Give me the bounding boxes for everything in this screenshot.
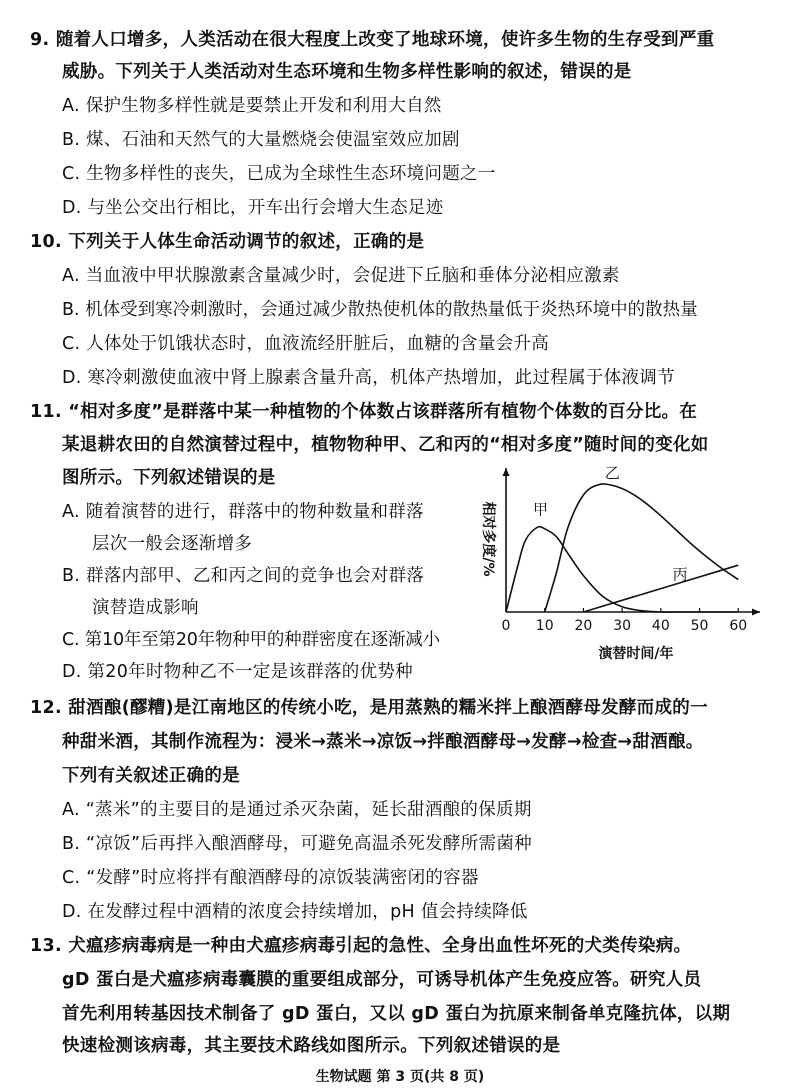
q9-option-b: B. 煤、石油和天然气的大量燃烧会使温室效应加剧: [62, 130, 460, 150]
q11-option-c: C. 第10年至第20年物种甲的种群密度在逐渐减小: [62, 630, 440, 650]
q11-stem-line-2: 某退耕农田的自然演替过程中，植物物种甲、乙和丙的“相对多度”随时间的变化如: [62, 435, 709, 455]
series-label-2: 乙: [604, 464, 620, 482]
series-line-1: [506, 527, 738, 612]
q9-option-c: C. 生物多样性的丧失，已成为全球性生态环境问题之一: [62, 164, 496, 184]
series-label-3: 丙: [672, 565, 688, 584]
series-line-3: [583, 565, 738, 612]
q10-option-a: A. 当血液中甲状腺激素含量减少时，会促进下丘脑和垂体分泌相应激素: [62, 266, 620, 286]
x-tick-label: 40: [651, 618, 670, 634]
q12-option-c: C. “发酵”时应将拌有酿酒酵母的凉饭装满密闭的容器: [62, 868, 479, 888]
q11-option-a-line-1: A. 随着演替的进行，群落中的物种数量和群落: [62, 502, 424, 522]
q13-stem-line-1: 13. 犬瘟疹病毒病是一种由犬瘟疹病毒引起的急性、全身出血性坏死的犬类传染病。: [30, 936, 692, 956]
q10-option-d: D. 寒冷刺激使血液中肾上腺素含量升高，机体产热增加，此过程属于体液调节: [62, 368, 675, 388]
q12-option-b: B. “凉饭”后再拌入酿酒酵母，可避免高温杀死发酵所需菌种: [62, 834, 532, 854]
x-tick-label: 0: [501, 618, 511, 634]
q9-option-a: A. 保护生物多样性就是要禁止开发和利用大自然: [62, 96, 442, 116]
q12-stem-line-2: 种甜米酒，其制作流程为：浸米→蒸米→凉饭→拌酿酒酵母→发酵→检查→甜酒酿。: [62, 732, 704, 752]
series-line-2: [545, 484, 739, 612]
q11-option-d: D. 第20年时物种乙不一定是该群落的优势种: [62, 662, 413, 682]
q11-option-b-line-2: 演替造成影响: [92, 598, 199, 618]
q13-stem-line-3: 首先利用转基因技术制备了 gD 蛋白，又以 gD 蛋白为抗原来制备单克隆抗体，以期: [62, 1004, 731, 1024]
series-label-1: 甲: [532, 500, 548, 519]
page-footer: 生物试题 第 3 页(共 8 页): [315, 1069, 485, 1085]
x-tick-label: 60: [729, 618, 748, 634]
q12-option-d: D. 在发酵过程中酒精的浓度会持续增加，pH 值会持续降低: [62, 902, 528, 922]
q12-stem-line-1: 12. 甜酒酿(醪糟)是江南地区的传统小吃，是用蒸熟的糯米拌上酿酒酵母发酵而成的一: [30, 698, 708, 718]
q11-stem-line-1: 11. “相对多度”是群落中某一种植物的个体数占该群落所有植物个体数的百分比。在: [30, 402, 698, 422]
q12-option-a: A. “蒸米”的主要目的是通过杀灭杂菌，延长甜酒酿的保质期: [62, 800, 532, 820]
q10-option-c: C. 人体处于饥饿状态时，血液流经肝脏后，血糖的含量会升高: [62, 334, 550, 354]
q10-stem: 10. 下列关于人体生命活动调节的叙述，正确的是: [30, 232, 425, 252]
q12-stem-line-3: 下列有关叙述正确的是: [62, 766, 240, 786]
q13-stem-line-4: 快速检测该病毒，其主要技术路线如图所示。下列叙述错误的是: [62, 1036, 561, 1056]
x-tick-label: 10: [535, 618, 554, 634]
q9-option-d: D. 与坐公交出行相比，开车出行会增大生态足迹: [62, 198, 444, 218]
q9-stem-line-2: 威胁。下列关于人类活动对生态环境和生物多样性影响的叙述，错误的是: [62, 62, 632, 82]
x-tick-label: 50: [690, 618, 709, 634]
q11-stem-line-3: 图所示。下列叙述错误的是: [62, 468, 276, 488]
y-axis-arrow: [503, 468, 510, 476]
q10-option-b: B. 机体受到寒冷刺激时，会通过减少散热使机体的散热量低于炎热环境中的散热量: [62, 300, 698, 320]
x-tick-label: 30: [613, 618, 632, 634]
q9-stem-line-1: 9. 随着人口增多，人类活动在很大程度上改变了地球环境，使许多生物的生存受到严重: [30, 30, 715, 50]
q11-option-b-line-1: B. 群落内部甲、乙和丙之间的竞争也会对群落: [62, 566, 425, 586]
relative-abundance-chart: [466, 462, 786, 676]
x-tick-label: 20: [574, 618, 593, 634]
y-axis-label: 相对多度/%: [480, 501, 496, 577]
q13-stem-line-2: gD 蛋白是犬瘟疹病毒囊膜的重要组成部分，可诱导机体产生免疫应答。研究人员: [62, 970, 702, 990]
x-axis-label: 演替时间/年: [598, 646, 674, 662]
x-axis-arrow: [752, 609, 760, 616]
q11-option-a-line-2: 层次一般会逐渐增多: [92, 534, 253, 554]
